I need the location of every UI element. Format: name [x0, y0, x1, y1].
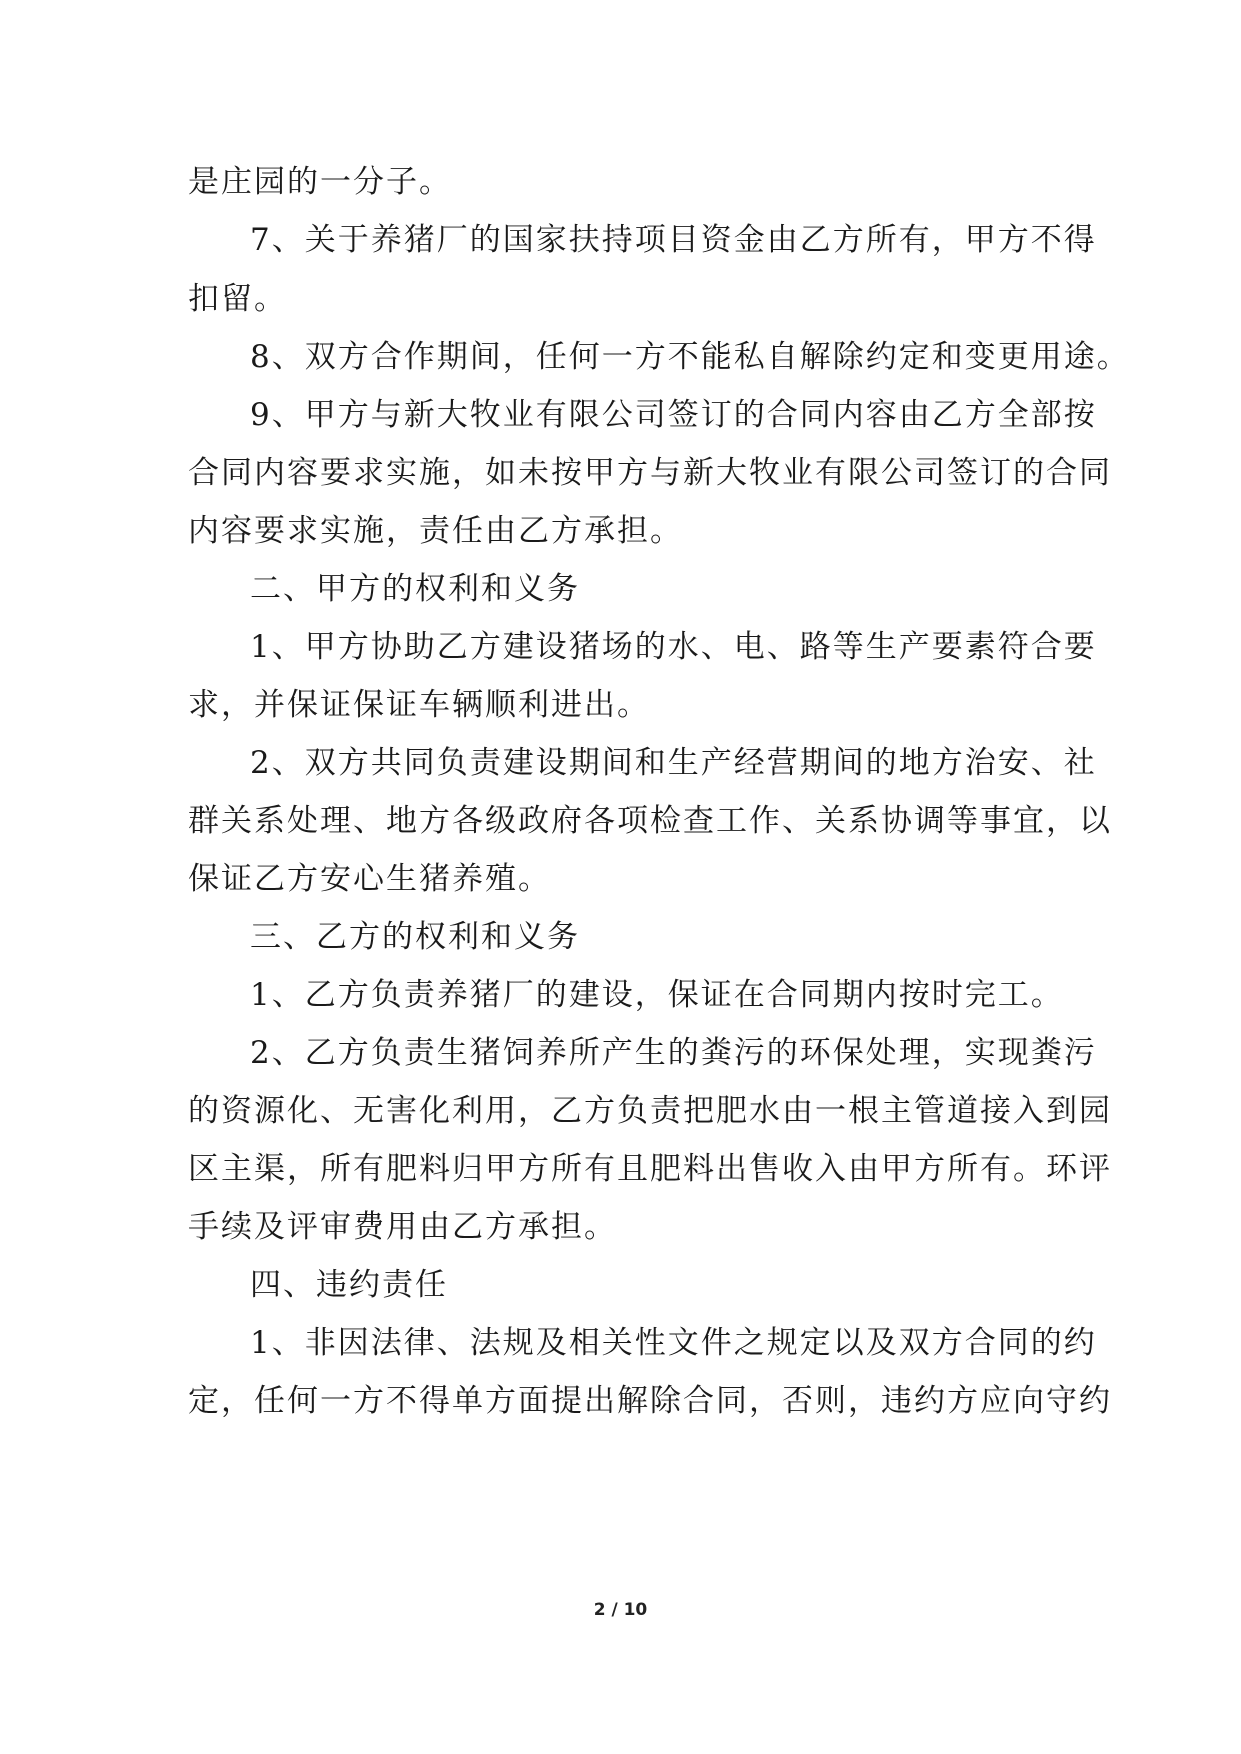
text-line: 手续及评审费用由乙方承担。	[188, 1209, 617, 1245]
clause-b2-line: 2、乙方负责生猪饲养所产生的粪污的环保处理，实现粪污	[250, 1035, 1097, 1071]
section-heading-party-b: 三、乙方的权利和义务	[250, 919, 580, 955]
clause-a1-line: 1、甲方协助乙方建设猪场的水、电、路等生产要素符合要	[250, 629, 1097, 665]
clause-a2-line: 2、双方共同负责建设期间和生产经营期间的地方治安、社	[250, 745, 1097, 781]
page-number: 2 / 10	[593, 1600, 648, 1620]
text-line: 群关系处理、地方各级政府各项检查工作、关系协调等事宜，以	[188, 803, 1112, 839]
clause-9-line: 9、甲方与新大牧业有限公司签订的合同内容由乙方全部按	[250, 397, 1097, 433]
text-line: 求，并保证保证车辆顺利进出。	[188, 687, 650, 723]
text-line: 定，任何一方不得单方面提出解除合同，否则，违约方应向守约	[188, 1383, 1112, 1419]
text-line: 保证乙方安心生猪养殖。	[188, 861, 551, 897]
clause-8-line: 8、双方合作期间，任何一方不能私自解除约定和变更用途。	[250, 339, 1130, 375]
section-heading-party-a: 二、甲方的权利和义务	[250, 571, 580, 607]
clause-b1-line: 1、乙方负责养猪厂的建设，保证在合同期内按时完工。	[250, 977, 1064, 1013]
text-line: 扣留。	[188, 281, 287, 317]
clause-7-line: 7、关于养猪厂的国家扶持项目资金由乙方所有，甲方不得	[250, 222, 1097, 258]
text-line: 的资源化、无害化利用，乙方负责把肥水由一根主管道接入到园	[188, 1093, 1112, 1129]
text-line: 内容要求实施，责任由乙方承担。	[188, 513, 683, 549]
clause-c1-line: 1、非因法律、法规及相关性文件之规定以及双方合同的约	[250, 1325, 1097, 1361]
section-heading-breach: 四、违约责任	[250, 1267, 448, 1303]
text-line: 合同内容要求实施，如未按甲方与新大牧业有限公司签订的合同	[188, 455, 1112, 491]
text-line: 区主渠，所有肥料归甲方所有且肥料出售收入由甲方所有。环评	[188, 1151, 1112, 1187]
text-line: 是庄园的一分子。	[188, 164, 452, 200]
